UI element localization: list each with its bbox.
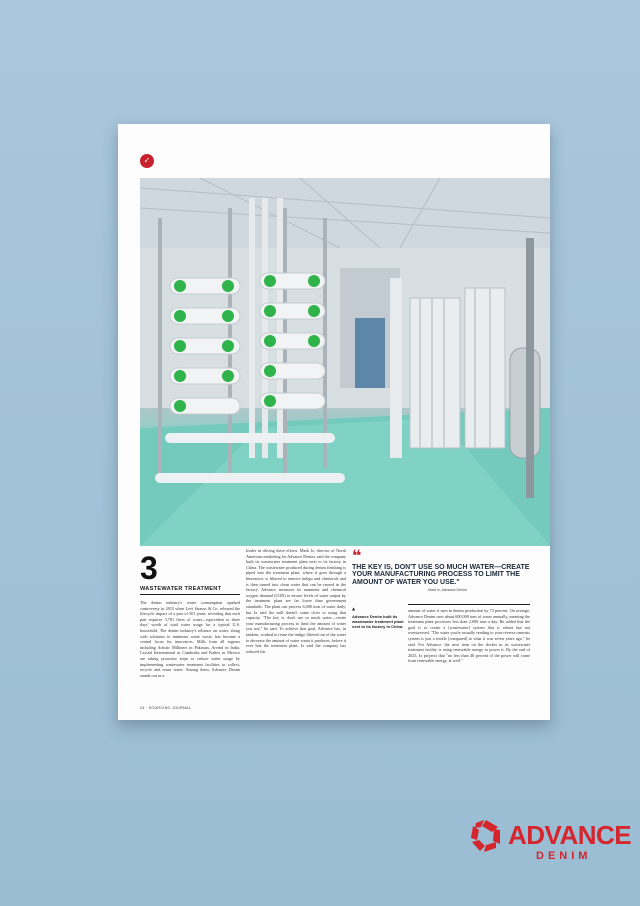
pull-quote: THE KEY IS, DON'T USE SO MUCH WATER—CREATE YOUR MANUFACTURING PROCESS TO LIMIT THE AMOUNT OF WATER YOU USE."	[352, 564, 530, 586]
article-column-1: The denim industry's water consumption sparked controversy in 2015 when Levi Strauss & Co. released the lifecycle impact of a pair of 501 jeans, revealing that each pair requires 3,781 liters of water—equivalent to three days' worth of total water usage for a typical U.S. household. The denim industry's reliance on water, along with solutions to minimize water waste, has become a central focus for innovators. Mills from all regions including Artistic Milliners in Pakistan, Arvind in India, Crystal International in Cambodia and Kaltex in Mexico are taking proactive steps to reduce water usage by implementing wastewater treatment facilities to collect, recycle and reuse water. Among them, Advance Denim stands out as a	[140, 600, 240, 678]
pull-quote-attribution: Mark Ix, Advance Denim	[428, 588, 467, 592]
advance-denim-logo	[468, 812, 640, 872]
page-folio: 24 · SOURCING JOURNAL	[140, 706, 192, 710]
logo-subtitle: DENIM	[536, 850, 592, 862]
quote-mark-icon: ❝	[352, 546, 362, 565]
logo-wordmark: ADVANCE	[508, 820, 632, 850]
brand-badge-icon: ✓	[140, 154, 154, 168]
water-treatment-plant-photo	[140, 178, 550, 546]
article-column-2: leader in driving these efforts. Mark Ix, director of North American marketing for Advance Denim, said the company built its wastewater treatment plant next to its factory in China. The wastewater produced during denim finishing is piped into the treatment plant, where it goes through a bioreactor, is filtered to remove indigo and chemicals and is then turned into clean water that can be reused in the factory. Advance measures its ammonia and chemical oxygen demand (COD) to ensure levels of water output by the treatment plant are far lower than government standards. The plant can process 6,000 tons of water daily, but Ix said the mill doesn't come close to using that capacity. "The key is, don't use so much water—create your manufacturing process to limit the amount of water you use," he said. To achieve that goal, Advance has, in tandem, worked to reuse the indigo filtered out of the water to decrease the amount of water waste it produces, before it ever hits the treatment plant. Ix said the company has reduced the	[246, 548, 347, 654]
magazine-page	[118, 124, 550, 720]
photo-caption: Advance Denim built its wastewater treatment plant next to its factory in China.	[352, 614, 404, 630]
divider	[408, 604, 530, 605]
article-column-3: amount of water it uses in denim production by 73 percent. On average, Advance Denim uses about 600,000 tons of water annually, meaning the treatment plant processes less than 2,000 tons a day. He added that the goal is to create a [wastewater] system that is robust but not overstressed. "The water you're actually sending to your reverse osmosis system is just a trickle [compared] to what it was seven years ago," he said. For Advance, the next item on the docket in its wastewater treatment facility is using renewable energy to power it. By the end of 2025, Ix projects that "no less than 40 percent of the power will come from renewable energy, at well."	[408, 608, 530, 664]
section-number: 3	[140, 550, 158, 586]
caption-arrow-icon: ▲	[352, 606, 356, 611]
section-title: WASTEWATER TREATMENT	[140, 586, 240, 595]
aperture-logo-icon	[468, 818, 504, 854]
